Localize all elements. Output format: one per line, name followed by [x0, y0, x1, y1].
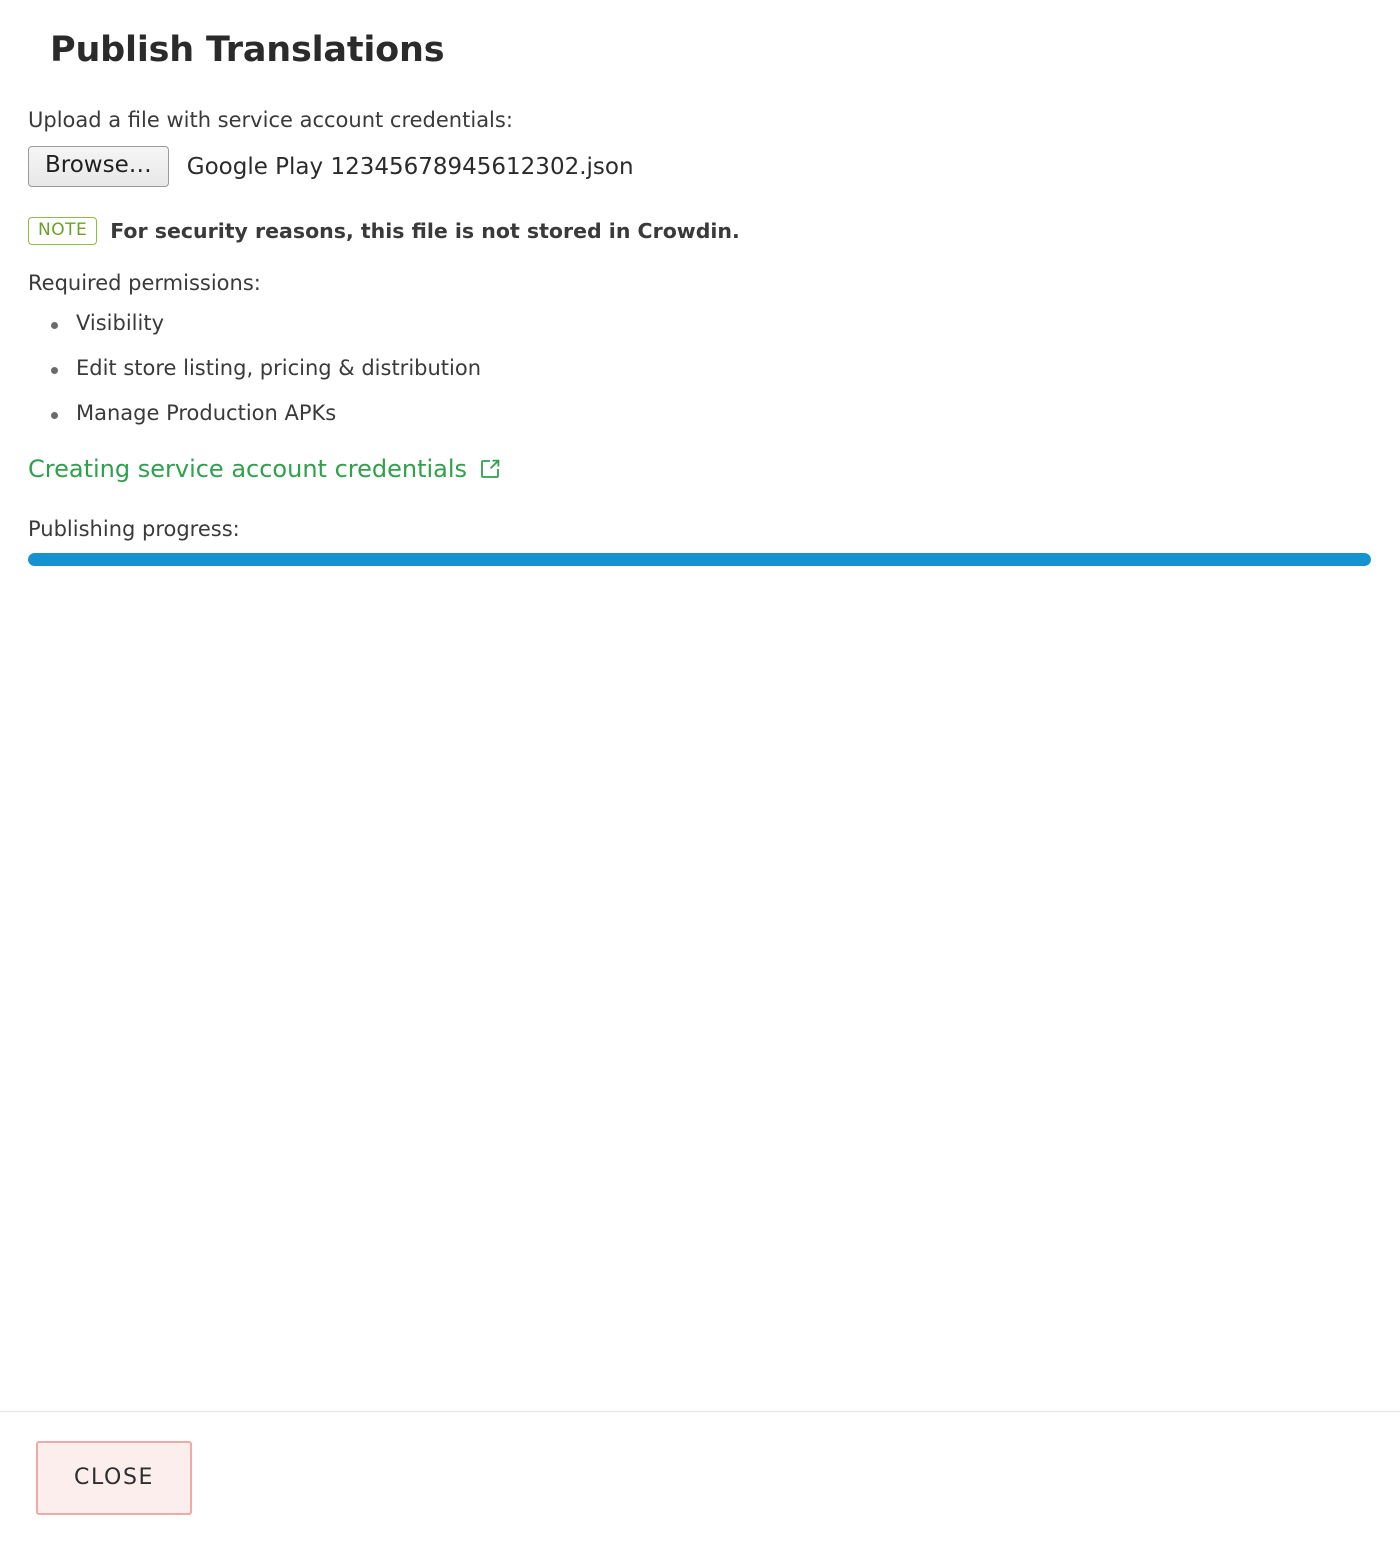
list-item: Visibility — [76, 311, 1372, 335]
note-text: For security reasons, this file is not stored in Crowdin. — [110, 219, 740, 243]
permissions-label: Required permissions: — [28, 271, 261, 295]
file-upload-row — [28, 146, 1372, 187]
progress-label: Publishing progress: — [28, 517, 240, 541]
external-link-icon — [479, 458, 501, 480]
page-title: Publish Translations — [50, 30, 445, 70]
creating-service-account-credentials-link[interactable] — [28, 455, 501, 483]
doc-link-label: Creating service account credentials — [28, 455, 468, 483]
browse-button[interactable]: Browse… — [28, 146, 169, 187]
list-item: Edit store listing, pricing & distribution — [76, 356, 1372, 380]
close-button[interactable]: CLOSE — [36, 1441, 192, 1515]
upload-label: Upload a file with service account credentials: — [28, 108, 513, 132]
dialog-footer — [0, 1411, 1400, 1563]
permissions-list — [28, 311, 1372, 425]
selected-file-name: Google Play 12345678945612302.json — [186, 153, 634, 180]
security-note — [28, 217, 1372, 245]
note-badge: NOTE — [28, 217, 97, 245]
publishing-progress-fill — [28, 553, 1371, 566]
publishing-progress-bar — [28, 553, 1371, 566]
list-item: Manage Production APKs — [76, 401, 1372, 425]
